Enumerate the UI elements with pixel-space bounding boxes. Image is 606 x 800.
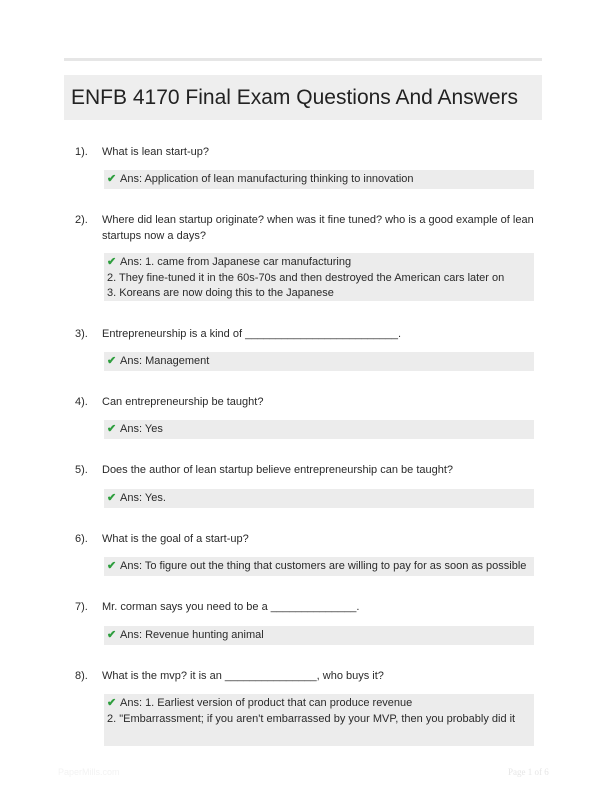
question-number: 8). xyxy=(75,670,88,682)
question-text: Where did lean startup originate? when was it fine tuned? who is a good example of lean startups now a days? xyxy=(102,214,534,242)
answer-text: Ans: Application of lean manufacturing thinking to innovation xyxy=(120,173,414,185)
answer-text: Ans: Revenue hunting animal xyxy=(120,629,264,641)
check-icon: ✔ xyxy=(107,697,117,709)
answer-text: Ans: Yes xyxy=(120,423,163,435)
answer-2 xyxy=(104,253,534,301)
answer-8 xyxy=(104,694,534,746)
answer-text: Ans: Management xyxy=(120,355,210,367)
answer-5 xyxy=(104,489,534,508)
question-number: 5). xyxy=(75,464,88,476)
question-text: Does the author of lean startup believe entrepreneurship can be taught? xyxy=(102,464,454,476)
check-icon: ✔ xyxy=(107,492,117,504)
answer-text: 2. "Embarrassment; if you aren't embarrassed by your MVP, then you probably did it xyxy=(107,712,516,725)
question-text: Entrepreneurship is a kind of _________________________. xyxy=(102,328,402,340)
question-text: What is the mvp? it is an _______________, who buys it? xyxy=(102,670,384,682)
check-icon: ✔ xyxy=(107,355,117,367)
question-text: What is the goal of a start-up? xyxy=(102,533,249,545)
answer-4 xyxy=(104,420,534,439)
question-text: What is lean start-up? xyxy=(102,146,209,158)
question-number: 7). xyxy=(75,601,88,613)
question-number: 6). xyxy=(75,533,88,545)
question-number: 3). xyxy=(75,328,88,340)
answer-text: Ans: 1. Earliest version of product that can produce revenue xyxy=(120,697,413,709)
question-number: 2). xyxy=(75,214,88,226)
top-divider xyxy=(64,58,542,61)
answer-1 xyxy=(104,170,534,189)
answer-text: Ans: To figure out the thing that customers are willing to pay for as soon as possible xyxy=(120,560,527,572)
question-number: 1). xyxy=(75,146,88,158)
answer-3 xyxy=(104,352,534,371)
page-title: ENFB 4170 Final Exam Questions And Answers xyxy=(64,75,542,120)
question-text: Mr. corman says you need to be a ______________. xyxy=(102,601,360,613)
check-icon: ✔ xyxy=(107,560,117,572)
question-text: Can entrepreneurship be taught? xyxy=(102,396,264,408)
check-icon: ✔ xyxy=(107,423,117,435)
footer-watermark: PaperMills.com xyxy=(58,767,120,777)
check-icon: ✔ xyxy=(107,256,117,268)
answer-text: Ans: 1. came from Japanese car manufacturing xyxy=(120,256,352,268)
check-icon: ✔ xyxy=(107,629,117,641)
answer-6 xyxy=(104,557,534,576)
answer-text: 3. Koreans are now doing this to the Japanese xyxy=(107,287,334,299)
answer-text: Ans: Yes. xyxy=(120,492,166,504)
page-number: Page 1 of 6 xyxy=(508,767,549,777)
answer-text: 2. They fine-tuned it in the 60s-70s and then destroyed the American cars later on xyxy=(107,271,505,284)
question-number: 4). xyxy=(75,396,88,408)
answer-7 xyxy=(104,626,534,645)
check-icon: ✔ xyxy=(107,173,117,185)
